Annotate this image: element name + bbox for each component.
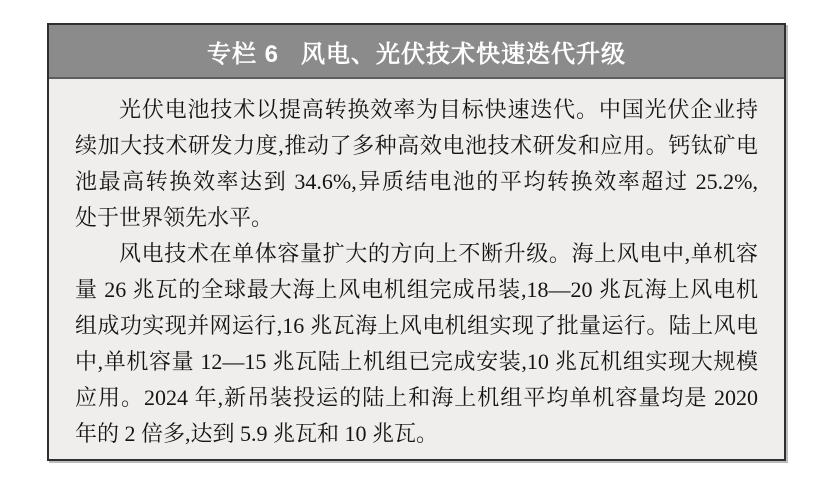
text-line: 续加大技术研发力度,推动了多种高效电池技术研发和应用。钙钛矿电 (75, 133, 758, 158)
column-title: 风电、光伏技术快速迭代升级 (301, 40, 626, 68)
text-line: 年的 2 倍多,达到 5.9 兆瓦和 10 兆瓦。 (75, 421, 439, 446)
text-line: 组成功实现并网运行,16 兆瓦海上风电机组实现了批量运行。陆上风电 (75, 313, 758, 338)
text-line: 光伏电池技术以提高转换效率为目标快速迭代。中国光伏企业持 (119, 97, 758, 122)
column-body (49, 79, 784, 452)
text-line: 应用。2024 年,新吊装投运的陆上和海上机组平均单机容量均是 2020 (75, 385, 758, 410)
column-header (49, 25, 784, 79)
text-line: 量 26 兆瓦的全球最大海上风电机组完成吊装,18—20 兆瓦海上风电机 (75, 277, 758, 302)
text-line: 处于世界领先水平。 (75, 205, 274, 230)
text-line: 池最高转换效率达到 34.6%,异质结电池的平均转换效率超过 25.2%, (75, 169, 758, 194)
column-label: 专栏 6 (206, 40, 279, 68)
text-line: 风电技术在单体容量扩大的方向上不断升级。海上风电中,单机容 (119, 241, 758, 266)
text-line: 中,单机容量 12—15 兆瓦陆上机组已完成安装,10 兆瓦机组实现大规模 (75, 349, 758, 374)
column-box (47, 23, 786, 461)
